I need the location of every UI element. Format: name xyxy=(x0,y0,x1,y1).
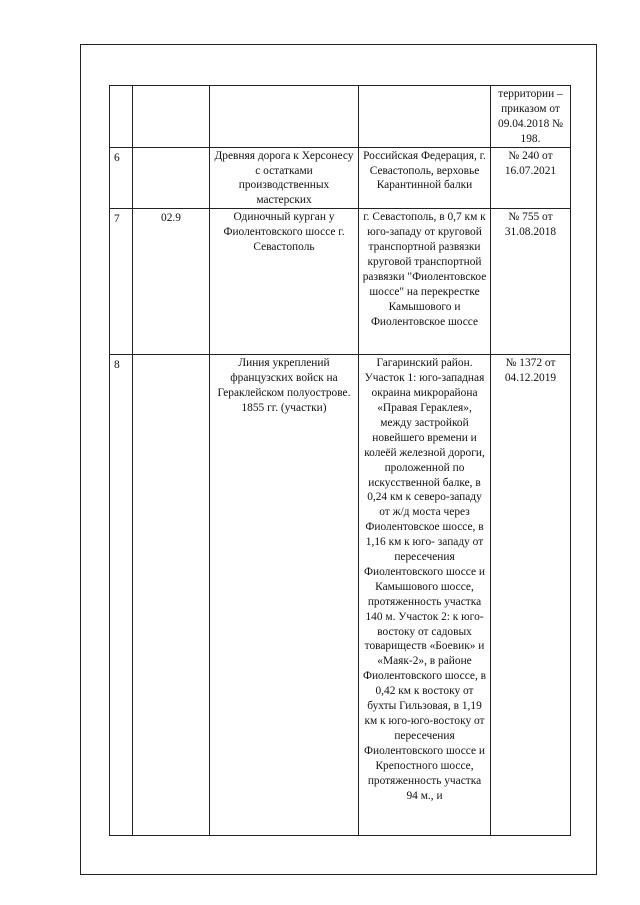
object-name-cell: Древняя дорога к Херсонесу с остатками производственных мастерских xyxy=(210,147,359,209)
code-cell xyxy=(133,147,210,209)
document-cell: территории – приказом от 09.04.2018 № 198. xyxy=(491,86,571,148)
document-cell: № 1372 от 04.12.2019 xyxy=(491,355,571,836)
code-cell xyxy=(133,355,210,836)
table-row xyxy=(110,209,571,355)
location-cell: Гагаринский район. Участок 1: юго-западная окраина микрорайона «Правая Гераклея», между застройкой новейшего времени и колеёй железной дороги, проложенной по искусственной балке, в 0,24 км к северо-западу от ж/д моста через Фиолентовское шоссе, в 1,16 км к юго- западу от пересечения Фиолентовского шоссе и Камышового шоссе, протяженность участка 140 м. Участок 2: к юго-востоку от садовых товариществ «Боевик» и «Маяк-2», в районе Фиолентовского шоссе, в 0,42 км к востоку от бухты Гильзовая, в 1,19 км к юго-юго-востоку от пересечения Фиолентовского шоссе и Крепостного шоссе, протяженность участка 94 м., и xyxy=(359,355,491,836)
document-cell: № 240 от 16.07.2021 xyxy=(491,147,571,209)
row-number-cell: 8 xyxy=(110,355,133,836)
location-cell: Российская Федерация, г. Севастополь, верховье Карантинной балки xyxy=(359,147,491,209)
object-name-cell: Одиночный курган у Фиолентовского шоссе г. Севастополь xyxy=(210,209,359,355)
location-cell xyxy=(359,86,491,148)
table-row xyxy=(110,147,571,209)
location-cell: г. Севастополь, в 0,7 км к юго-западу от круговой транспортной развязки круговой транспортной развязки "Фиолентовское шоссе" на перекрестке Камышового и Фиолентовское шоссе xyxy=(359,209,491,355)
document-cell: № 755 от 31.08.2018 xyxy=(491,209,571,355)
row-number-cell: 7 xyxy=(110,209,133,355)
row-number-cell: 6 xyxy=(110,147,133,209)
table-row xyxy=(110,355,571,836)
code-cell xyxy=(133,86,210,148)
heritage-objects-table xyxy=(109,85,571,836)
object-name-cell xyxy=(210,86,359,148)
table-row xyxy=(110,86,571,148)
object-name-cell: Линия укреплений французских войск на Гераклейском полуострове. 1855 гг. (участки) xyxy=(210,355,359,836)
code-cell: 02.9 xyxy=(133,209,210,355)
row-number-cell xyxy=(110,86,133,148)
